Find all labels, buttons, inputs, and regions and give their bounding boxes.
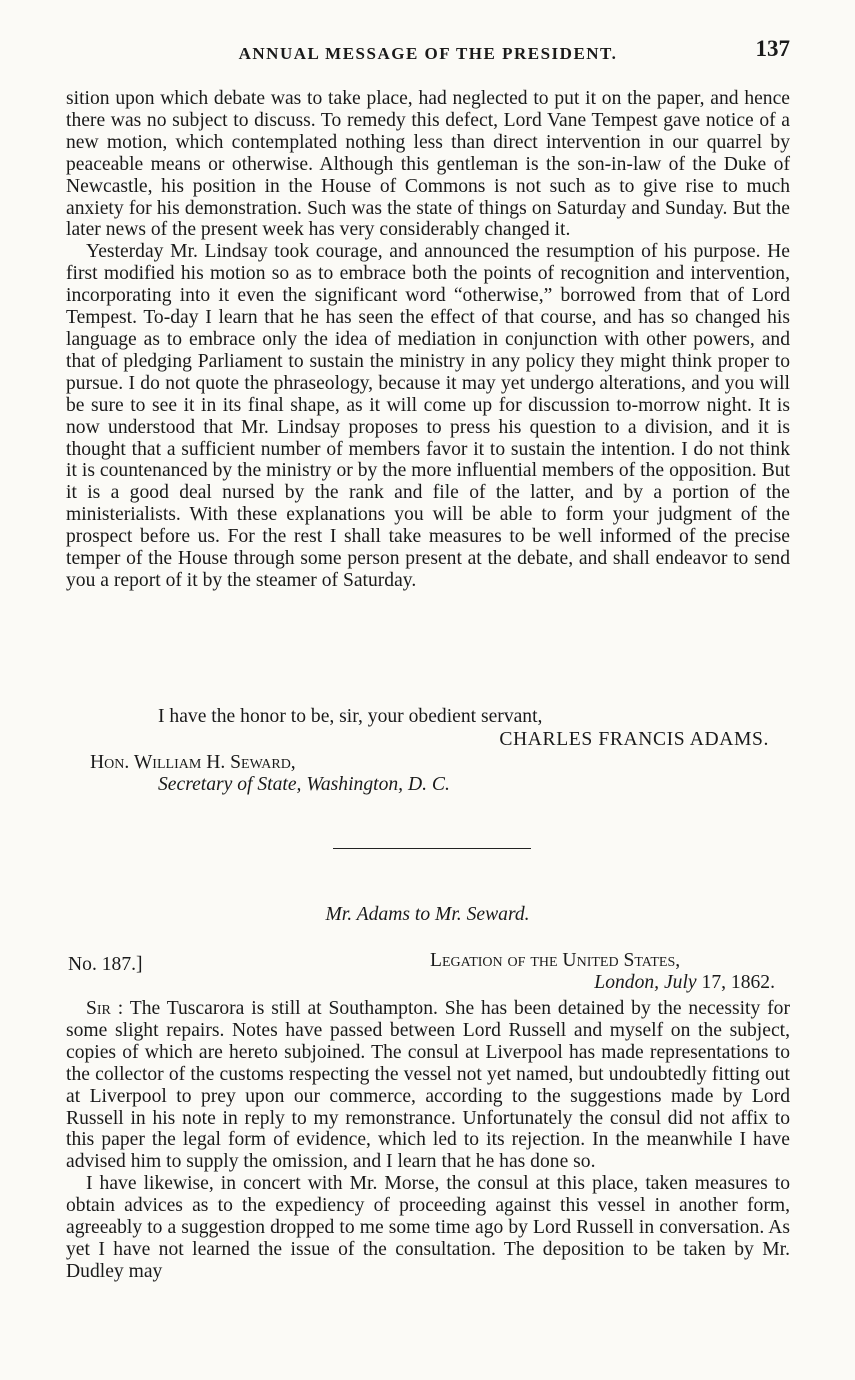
addressee-title: Secretary of State, Washington, D. C.: [158, 774, 450, 795]
signature: CHARLES FRANCIS ADAMS.: [499, 729, 769, 750]
page-number: 137: [755, 36, 790, 61]
legation-line: Legation of the United States,: [430, 950, 681, 971]
second-letter-paragraph-1: The Tuscarora is still at Southampton. She has been detained by the necessity for some slight repairs. Notes have passed between Lord Russell and myself on the subject, copies of which are hereto subjoined. The consul at Liverpool has made representations to the collector of the customs respecting the vessel not yet named, but undoubtedly fitting out at Liverpool to prey upon our commerce, according to the suggestions made by Lord Russell in his note in reply to my remonstrance. Unfortunately the consul did not affix to this paper the legal form of evidence, which led to its rejection. In the meanwhile I have advised him to supply the omission, and I learn that he has done so.: [66, 998, 790, 1173]
addressee: [90, 752, 450, 796]
running-title: ANNUAL MESSAGE OF THE PRESIDENT.: [238, 44, 618, 63]
first-letter-paragraph-2: Yesterday Mr. Lindsay took courage, and announced the resumption of his purpose. He first modified his motion so as to embrace both the points of recognition and intervention, incorporating into it even the significant word “otherwise,” borrowed from that of Lord Tempest. To-day I learn that he has seen the effect of that course, and has so changed his language as to embrace only the idea of mediation in conjunction with other powers, and that of pledging Parliament to sustain the ministry in any policy they might think proper to pursue. I do not quote the phraseology, because it may yet undergo alterations, and you will be sure to see it in its final shape, as it will come up for discussion to-morrow night. It is now understood that Mr. Lindsay proposes to press his question to a division, and it is thought that a sufficient number of members favor it to sustain the intention. I do not think it is countenanced by the ministry or by the more influential members of the opposition. But it is a good deal nursed by the rank and file of the latter, and by a portion of the ministerialists. With these explanations you will be able to form your judgment of the prospect before us. For the rest I shall take measures to be well informed of the precise temper of the House through some person present at the debate, and shall endeavor to send you a report of it by the steamer of Saturday.: [66, 241, 790, 591]
letter-title: Mr. Adams to Mr. Seward.: [325, 904, 530, 925]
first-letter-paragraph-1: sition upon which debate was to take place, had neglected to put it on the paper, and hence there was no subject to discuss. To remedy this defect, Lord Vane Tempest gave notice of a new motion, which contemplated nothing less than direct intervention in our quarrel by peaceable means or otherwise. Although this gentleman is the son-in-law of the Duke of Newcastle, his position in the House of Commons is not such as to give rise to much anxiety for his demonstration. Such was the state of things on Saturday and Sunday. But the later news of the present week has very considerably changed it.: [66, 88, 790, 241]
closing-line: I have the honor to be, sir, your obedient servant,: [158, 706, 543, 727]
salutation: Sir :: [86, 998, 124, 1019]
dateline: [594, 972, 775, 994]
dateline-place: London, July: [594, 972, 697, 993]
dateline-date: 17, 1862.: [701, 972, 775, 993]
second-letter-paragraph-2: I have likewise, in concert with Mr. Morse, the consul at this place, taken measures to obtain advices as to the expediency of proceeding against this vessel in another form, agreeably to a suggestion dropped to me some time ago by Lord Russell in conversation. As yet I have not learned the issue of the consultation. The deposition to be taken by Mr. Dudley may: [66, 1173, 790, 1282]
addressee-name: Hon. William H. Seward,: [90, 752, 296, 773]
section-divider: [333, 848, 531, 849]
second-letter-body: [66, 998, 790, 1283]
letter-number: No. 187.]: [68, 954, 143, 975]
page-header: [66, 36, 790, 70]
first-letter-body: [66, 88, 790, 592]
